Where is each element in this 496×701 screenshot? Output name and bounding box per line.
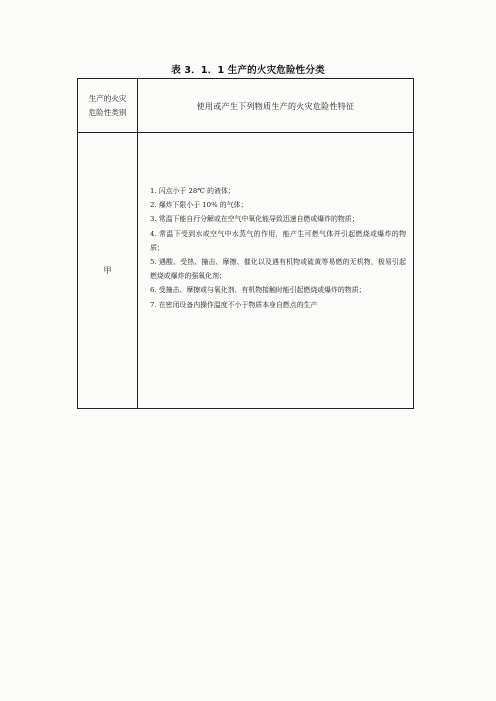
list-item: 4. 常温下受到水或空气中水蒸气的作用，能产生可燃气体并引起燃烧或爆炸的物质； bbox=[150, 229, 406, 252]
fire-hazard-table bbox=[77, 78, 414, 409]
list-item: 7. 在密闭设备内操作温度不小于物质本身自燃点的生产 bbox=[150, 300, 318, 309]
list-item: 2. 爆炸下限小于 10% 的气体； bbox=[150, 201, 248, 210]
header-category-cell bbox=[78, 79, 137, 133]
header-category-line1: 生产的火灾 bbox=[88, 94, 127, 103]
list-item: 1. 闪点小于 28℃ 的液体； bbox=[150, 187, 235, 195]
header-feature-cell bbox=[138, 79, 413, 133]
header-feature-label: 使用或产生下列物质生产的火灾危险性特征 bbox=[196, 101, 355, 111]
table-header-row bbox=[78, 79, 413, 133]
column-divider bbox=[137, 79, 138, 408]
list-item: 5. 遇酸、受热、撞击、摩擦、催化以及遇有机物或硫黄等易燃的无机物，极易引起燃烧或爆炸的强氧化剂； bbox=[150, 258, 406, 281]
header-category-line2: 危险性类别 bbox=[88, 108, 127, 117]
row-category-label: 甲 bbox=[103, 266, 112, 275]
list-item: 3. 常温下能自行分解或在空气中氧化能导致迅速自燃或爆炸的物质； bbox=[150, 215, 359, 224]
table-caption: 表 3．1．1 生产的火灾危险性分类 bbox=[171, 65, 325, 76]
row-category-cell bbox=[78, 133, 137, 408]
row-feature-cell bbox=[150, 184, 406, 312]
list-item: 6. 受撞击、摩擦或与氧化剂、有机物接触时能引起燃烧或爆炸的物质； bbox=[150, 286, 366, 295]
